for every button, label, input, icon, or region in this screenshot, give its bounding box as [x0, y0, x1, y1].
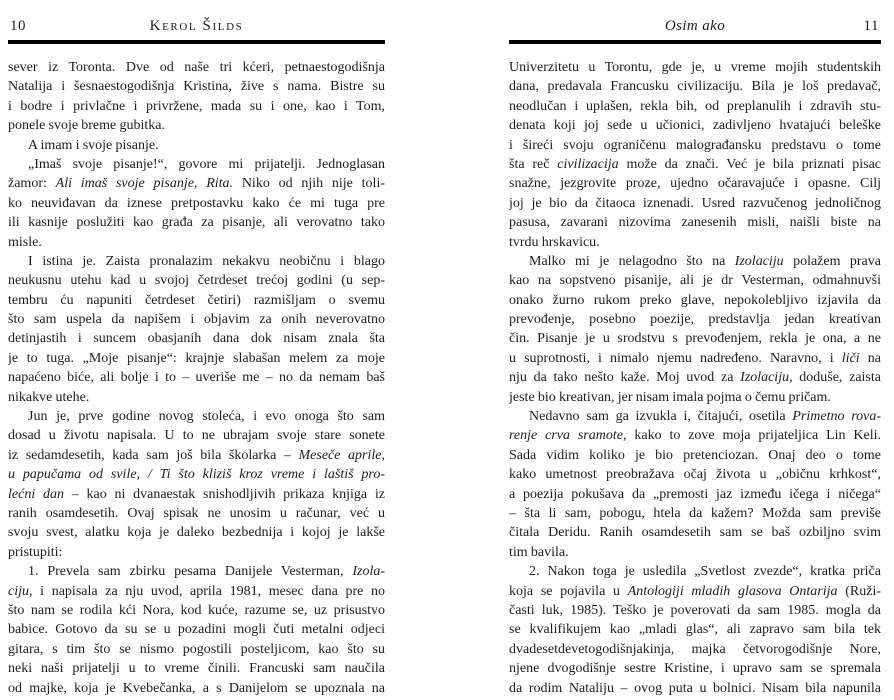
page-right-header — [509, 16, 881, 44]
text-line: Natalija i šesnaestogodišnja Kristina, žive s nama. Bistre su — [8, 79, 385, 95]
text-line: časti luk, 1985). Teško je poverovati da sam 1985. mogla da — [509, 602, 881, 618]
text-line: 2. Nakon toga je usledila „Svetlost zvezde“, kratka priča — [529, 564, 881, 580]
text-line: tembru ću napuniti četrdeset četiri) razmišljam o svemu — [8, 292, 385, 308]
text-line: koja se pojavila u Antologiji mladih glasova Ontarija (Ruži- — [509, 583, 881, 599]
running-head-title: Osim ako — [664, 18, 726, 34]
text-line: nju da tako nešto kaže. Moj uvod za Izolaciju, doduše, zaista — [509, 370, 881, 386]
text-line: svoju svest, alatku koja je daleko bezbednija i kojoj je lakše — [8, 525, 385, 541]
text-line: što nam se rodila kći Nora, kod kuće, razume se, uz prisustvo — [8, 602, 385, 618]
text-line: ciju, i napisala za nju uvod, aprila 1981, mesec dana pre no — [8, 583, 385, 599]
text-line: tim bavila. — [509, 544, 569, 560]
text-line: ranih osamdesetih. Ovaj spisak ne unosim u računar, već u — [8, 505, 385, 521]
text-line: tvrdu hrskavicu. — [509, 234, 600, 250]
text-line: iz sedamdesetih, kada sam još bila školarka – Meseče aprile, — [8, 447, 385, 463]
text-line: jeste bio kreativan, jer nisam imala pojma o čemu pričam. — [509, 389, 831, 405]
page-left-header — [8, 16, 385, 44]
page-left-body — [8, 58, 385, 698]
text-line: ili kasnije poslužiti kao građa za pisanje, ali verovatno tako — [8, 215, 385, 231]
text-line: I istina je. Zaista pronalazim nekakvu neobičnu i blago — [28, 253, 385, 269]
text-line: je to tuga. „Moje pisanje“: krajnje slabašan melem za moje — [8, 350, 385, 366]
text-line: Sada vidim koliko je bio pretenciozan. Onaj deo o tome — [509, 447, 881, 463]
text-line: prevođenje, posebno poezije, predstavlja jedan kreativan — [509, 312, 881, 328]
text-line: pristupiti: — [8, 544, 63, 560]
text-line: babice. Gotovo da su se u pozadini mogli čuti metalni odjeci — [8, 622, 385, 638]
page-right — [509, 16, 881, 698]
text-line: šta reč civilizacija može da znači. Već je bila priznati pisac — [509, 156, 881, 172]
running-head-author: Kerol Šilds — [149, 18, 244, 34]
page-number-left: 10 — [10, 18, 26, 34]
text-line: u suprotnosti, i nimalo njemu nadređeno. Naravno, i liči na — [509, 350, 881, 366]
text-line: pasusa, zavarani nizovima zanesenih misli, naišli biste na — [509, 215, 881, 231]
text-line: renje crva sramote, kako to zove moja prijateljica Lin Keli. — [509, 428, 881, 444]
text-line: od majke, koja je Kvebečanka, a s Danijelom se upoznala na — [8, 680, 385, 696]
page-right-body — [509, 58, 881, 698]
text-line: lećni dan – kao ni dvanaestak snishodljivih prikaza knjiga iz — [8, 486, 385, 502]
text-line: neodlučan i uplašen, rekla bih, od preplanulih i zdravih stu- — [509, 98, 881, 114]
text-line: Nedavno sam ga izvukla i, čitajući, osetila Primetno rova- — [529, 409, 881, 425]
text-line: dvadesetdevetogodišnjakinja, majka četvorogodišnje Nore, — [509, 641, 881, 657]
text-line: 1. Prevela sam zbirku pesama Danijele Vesterman, Izola- — [28, 564, 385, 580]
text-line: detinjastih i suncem obasjanih dana dok nisam znala šta — [8, 331, 385, 347]
text-line: gitara, s tim što se nismo pogostili posteljicom, kao što su — [8, 641, 385, 657]
text-line: i bodre i privlačne i privržene, mada su i one, kao i Tom, — [8, 98, 385, 114]
text-line: Jun je, prve godine novog stoleća, i evo onoga što sam — [28, 409, 385, 425]
text-line: što sam uspela da napišem i objavim za onih neverovatno — [8, 312, 385, 328]
text-line: onako žurno rukom preko glave, nepokolebljivo izjavila da — [509, 292, 881, 308]
text-line: Univerzitetu u Torontu, gde je, u vreme mojih studentskih — [509, 60, 881, 75]
text-line: neki naši prijatelji u to vreme činili. Francuski sam naučila — [8, 661, 385, 677]
text-line: a poezija pokušava da „premosti jaz između ičega i ničega“ — [509, 486, 881, 502]
text-line: dosad u životu napisala. U to ne ubrajam svoje stare sonete — [8, 428, 385, 444]
page-number-right: 11 — [863, 18, 879, 34]
text-line: čitala Deridu. Ranih osamdesetih sam se baš ozbiljno svim — [509, 525, 881, 541]
text-line: čin. Pisanje je u srodstvu s prevođenjem, rekla je ona, a ne — [509, 331, 881, 347]
text-line: njene dvogodišnje sestre Kristine, i upravo sam se spremala — [509, 661, 881, 677]
text-line: ko neuviđavan da iznese pretpostavku kako će mi tuga pre — [8, 195, 385, 211]
text-line: „Imaš svoje pisanje!“, govore mi prijatelji. Jednoglasan — [28, 156, 385, 172]
text-line: kao na sopstveno pisanije, ali je dr Vesterman, odmahnuvši — [509, 273, 881, 289]
text-line: napaćeno biće, ali bolje i to – uveriše me – no da nemam baš — [8, 370, 385, 386]
text-line: kako umetnost preobražava očaj života u „običnu krhkost“, — [509, 467, 881, 483]
text-line: neukusnu utehu kad u svojoj četrdeset trećoj godini (u sep- — [8, 273, 385, 289]
text-line: Malko mi je nelagodno što na Izolaciju polažem prava — [529, 253, 881, 269]
text-line: žamor: Ali imaš svoje pisanje, Rita. Niko od njih nije toli- — [8, 176, 385, 192]
text-line: misle. — [8, 234, 42, 250]
text-line: sever iz Toronta. Dve od naše tri kćeri, petnaestogodišnja — [8, 60, 385, 75]
text-line: da rodim Nataliju – ovog puta u bolnici. Nisam bila napunila — [509, 680, 881, 696]
text-line: dana, predavala Francusku civilizaciju. Bila je loš predavač, — [509, 79, 881, 95]
text-line: A imam i svoje pisanje. — [28, 137, 159, 153]
text-line: u papučama od svile, / Ti što kliziš kroz vreme i laštiš pro- — [8, 467, 385, 483]
text-line: joj je bio da čitaoca iznenadi. Usred razvučenog jednoličnog — [509, 195, 881, 211]
text-line: ponele svoje breme gubitka. — [8, 118, 165, 134]
text-line: snažne, jezgrovite proze, ujedno očaravajuće i opasne. Cilj — [509, 176, 881, 192]
page-left — [8, 16, 385, 698]
text-line: i šireći svoju ograničenu malograđansku predstavu o tome — [509, 137, 881, 153]
text-line: se kvalifikujem kao „mladi glas“, ali zapravo sam bila tek — [509, 622, 881, 638]
text-line: – šta li sam, pobogu, htela da kažem? Možda sam previše — [509, 505, 881, 521]
text-line: nikakve utehe. — [8, 389, 90, 405]
text-line: denata koji joj sede u učionici, zadivljeno hvatajući beleške — [509, 118, 881, 134]
